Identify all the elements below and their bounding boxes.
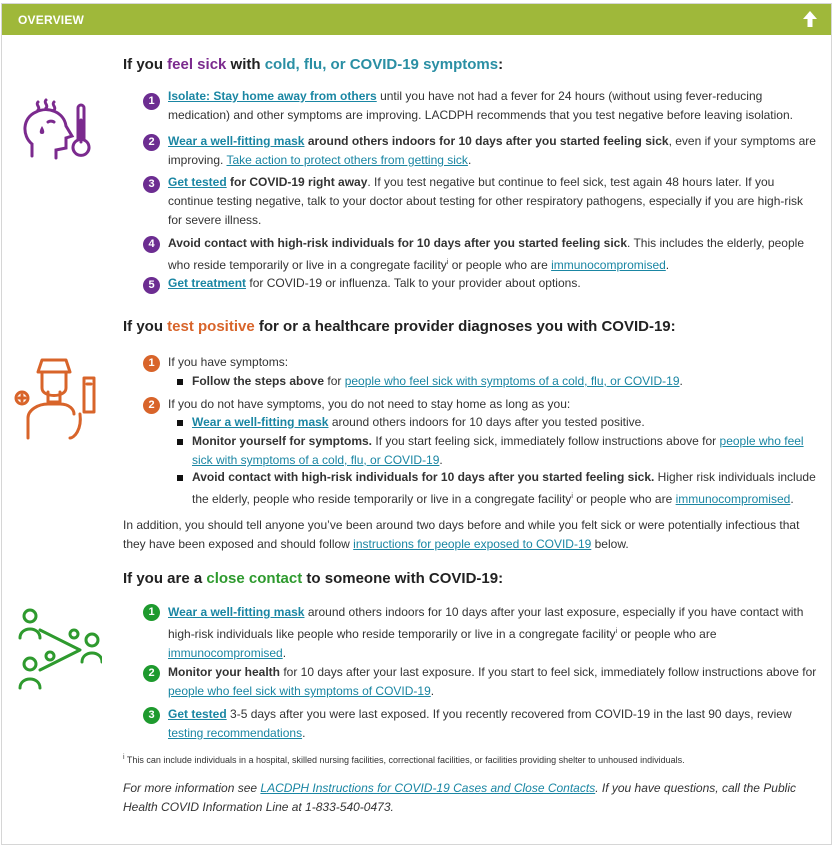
immunocompromised-link[interactable]: immunocompromised — [551, 258, 666, 272]
footnote: $^i$ This can include individuals in a hospital, skilled nursing facilities, correctional facilities, or facilities providing shelter to unhoused individuals. — [123, 754, 685, 765]
bullet — [177, 475, 183, 481]
positive-section-title: If you test positive for or a healthcare provider diagnoses you with COVID-19: — [123, 318, 676, 335]
people-feel-sick-link[interactable]: people who feel sick with symptoms of COVID-19 — [168, 684, 431, 698]
people-feel-sick-link[interactable]: people who feel sick with symptoms of a cold, flu, or COVID-19 — [192, 434, 804, 467]
wear-mask-link[interactable]: Wear a well-fitting mask — [192, 415, 329, 429]
close-contact-people-icon — [16, 604, 102, 690]
sick-step-4: Avoid contact with high-risk individuals for 10 days after you started feeling sick. This includes the elderly, people who reside temporarily or live in a congregate facility$^i$ or people who are immunocompromised. — [168, 236, 804, 272]
contact-step-1: Wear a well-fitting mask around others indoors for 10 days after your last exposure, especially if you have contact with high-risk individuals like people who reside temporarily or live in a congregate facility$^i$ or people who are immunocompromised. — [168, 605, 804, 660]
sick-person-thermometer-icon — [18, 96, 100, 178]
people-feel-sick-link[interactable]: people who feel sick with symptoms of a cold, flu, or COVID-19 — [344, 374, 680, 388]
wear-mask-link[interactable]: Wear a well-fitting mask — [168, 134, 305, 148]
step-badge-1: 1 — [143, 355, 160, 372]
positive-bullet-avoid: Avoid contact with high-risk individuals for 10 days after you started feeling sick. Higher risk individuals include the elderly, people who reside temporarily or live in a congregate facility$^i$ or people who are immunocompromised. — [192, 470, 816, 506]
sick-step-5: Get treatment for COVID-19 or influenza. Talk to your provider about options. — [168, 276, 581, 290]
testing-recommendations-link[interactable]: testing recommendations — [168, 726, 303, 740]
person-test-kit-icon — [14, 354, 100, 440]
positive-bullet-mask: Wear a well-fitting mask around others indoors for 10 days after you tested positive. — [192, 415, 645, 429]
step-badge-3: 3 — [143, 176, 160, 193]
protect-others-link[interactable]: Take action to protect others from getting sick — [226, 153, 468, 167]
positive-paragraph: In addition, you should tell anyone you’ve been around two days before and while you felt sick or were potentially infectious that they have been exposed and should follow instructions for people exposed to COVID-19 below. — [123, 518, 800, 551]
contact-section-title: If you are a close contact to someone with COVID-19: — [123, 570, 504, 587]
step-badge-2: 2 — [143, 134, 160, 151]
isolate-link[interactable]: Isolate: Stay home away from others — [168, 89, 377, 103]
bullet — [177, 420, 183, 426]
immunocompromised-link[interactable]: immunocompromised — [675, 492, 791, 506]
get-tested-link[interactable]: Get tested — [168, 707, 227, 721]
step-badge-1: 1 — [143, 93, 160, 110]
sick-step-3: Get tested for COVID-19 right away. If you test negative but continue to feel sick, test again 48 hours later. If you continue testing negative, talk to your doctor about testing for other respiratory pathogens, especially if you are high-risk for severe illness. — [168, 175, 804, 227]
positive-bullet-1: Follow the steps above for people who feel sick with symptoms of a cold, flu, or COVID-19. — [192, 374, 683, 388]
step-badge-3: 3 — [143, 707, 160, 724]
header-title: OVERVIEW — [18, 13, 85, 27]
bullet — [177, 379, 183, 385]
arrow-up-icon[interactable] — [801, 10, 819, 28]
get-treatment-link[interactable]: Get treatment — [168, 276, 247, 290]
bullet — [177, 439, 183, 445]
overview-panel — [1, 3, 832, 845]
overview-header[interactable] — [2, 4, 831, 35]
sick-step-2: Wear a well-fitting mask around others indoors for 10 days after you started feeling sick, even if your symptoms are improving. Take action to protect others from getting sick. — [168, 134, 816, 167]
step-badge-5: 5 — [143, 277, 160, 294]
step-badge-2: 2 — [143, 397, 160, 414]
contact-step-3: Get tested 3-5 days after you were last exposed. If you recently recovered from COVID-19 in the last 90 days, review testing recommendations. — [168, 707, 792, 740]
lacdph-instructions-link[interactable]: LACDPH Instructions for COVID-19 Cases and Close Contacts — [260, 781, 596, 795]
exposed-instructions-link[interactable]: instructions for people exposed to COVID-19 — [353, 537, 592, 551]
sick-step-1: Isolate: Stay home away from others until you have not had a fever for 24 hours (without using fever-reducing medication) and other symptoms are improving. LACDPH recommends that you test negative before leaving isolation. — [168, 89, 793, 122]
step-badge-2: 2 — [143, 665, 160, 682]
step-badge-1: 1 — [143, 604, 160, 621]
immunocompromised-link[interactable]: immunocompromised — [168, 646, 283, 660]
positive-bullet-monitor: Monitor yourself for symptoms. If you start feeling sick, immediately follow instructions above for people who feel sick with symptoms of a cold, flu, or COVID-19. — [192, 434, 804, 467]
sick-section-title: If you feel sick with cold, flu, or COVID-19 symptoms: — [123, 56, 504, 73]
get-tested-link[interactable]: Get tested — [168, 175, 227, 189]
step-badge-4: 4 — [143, 236, 160, 253]
contact-step-2: Monitor your health for 10 days after your last exposure. If you start to feel sick, immediately follow instructions above for people who feel sick with symptoms of COVID-19. — [168, 665, 817, 698]
wear-mask-link[interactable]: Wear a well-fitting mask — [168, 605, 305, 619]
more-info: For more information see LACDPH Instructions for COVID-19 Cases and Close Contacts. If you have questions, call the Public Health COVID Information Line at 1-833-540-0473. — [123, 781, 796, 814]
positive-step-2: If you do not have symptoms, you do not need to stay home as long as you: — [168, 397, 571, 411]
positive-step-1: If you have symptoms: — [168, 355, 289, 369]
